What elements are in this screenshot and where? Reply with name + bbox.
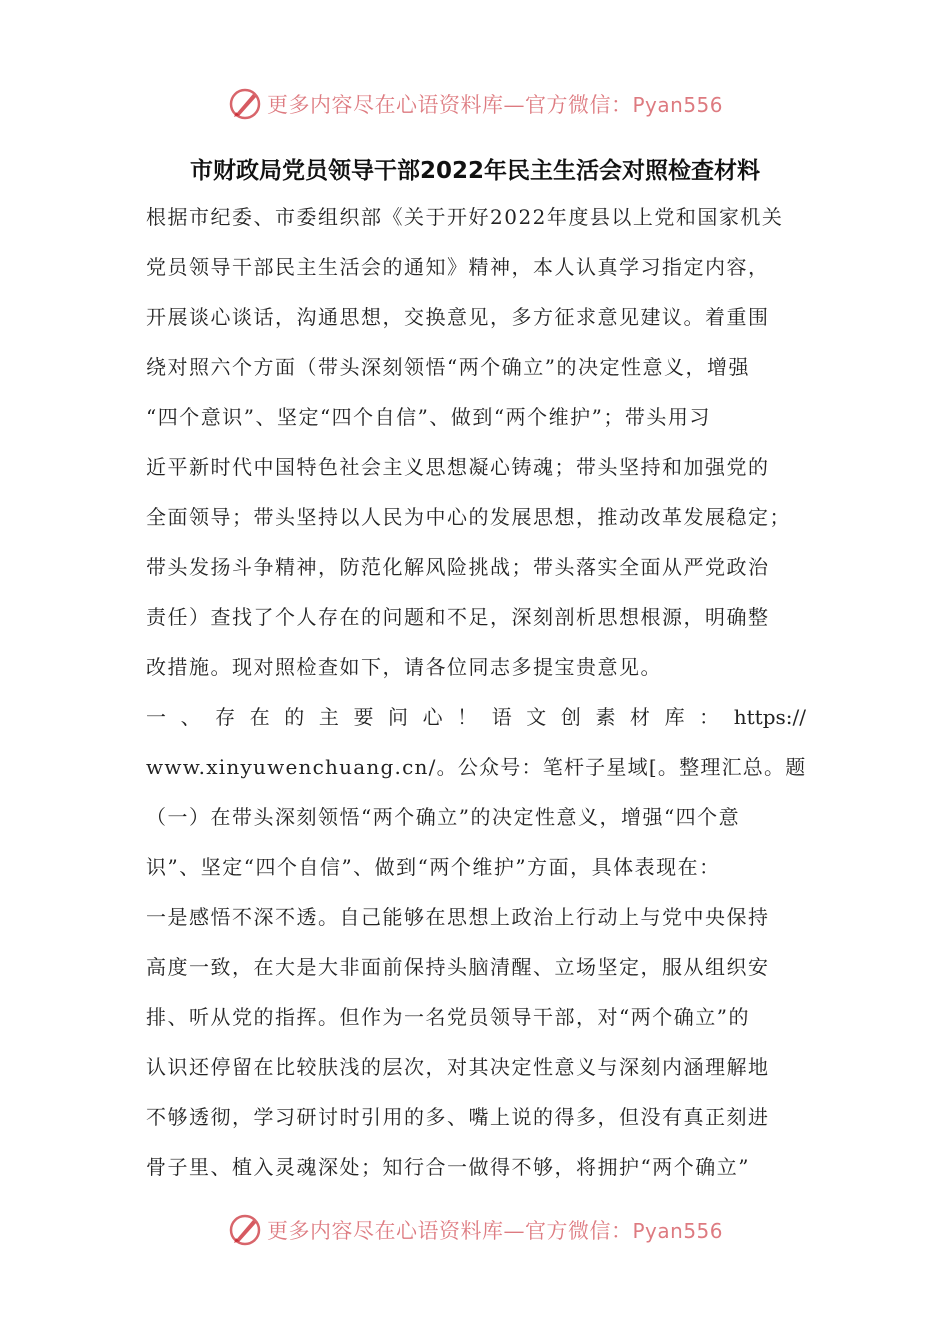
section-heading-line: 一、存在的主要问心！语文创素材库：https:// [146,705,806,729]
quill-logo-icon [227,1212,263,1248]
body-line: 改措施。现对照检查如下，请各位同志多提宝贵意见。 [146,655,662,679]
body-line: “四个意识”、坚定“四个自信”、做到“两个维护”；带头用习 [146,405,711,429]
watermark-banner-bottom [0,1210,950,1250]
watermark-text: 更多内容尽在心语资料库—官方微信：Pyan556 [266,1219,723,1243]
watermark-banner-top [0,84,950,124]
body-line: 不够透彻，学习研讨时引用的多、嘴上说的得多，但没有真正刻进 [146,1105,770,1129]
body-line: 一是感悟不深不透。自己能够在思想上政治上行动上与党中央保持 [146,905,770,929]
body-line: 绕对照六个方面（带头深刻领悟“两个确立”的决定性意义，增强 [146,355,750,379]
body-line: 开展谈心谈话，沟通思想，交换意见，多方征求意见建议。着重围 [146,305,770,329]
body-line: 近平新时代中国特色社会主义思想凝心铸魂；带头坚持和加强党的 [146,455,770,479]
body-line: （一）在带头深刻领悟“两个确立”的决定性意义，增强“四个意 [146,805,741,829]
body-line: 骨子里、植入灵魂深处；知行合一做得不够，将拥护“两个确立” [146,1155,750,1179]
body-line: 党员领导干部民主生活会的通知》精神，本人认真学习指定内容， [146,255,770,279]
body-line: 高度一致，在大是大非面前保持头脑清醒、立场坚定，服从组织安 [146,955,770,979]
watermark-text: 更多内容尽在心语资料库—官方微信：Pyan556 [266,93,723,117]
body-line: 认识还停留在比较肤浅的层次，对其决定性意义与深刻内涵理解地 [146,1055,770,1079]
quill-logo-icon [227,86,263,122]
body-line: www.xinyuwenchuang.cn/。公众号：笔杆子星域[。整理汇总。题 [146,755,807,779]
body-line: 识”、坚定“四个自信”、做到“两个维护”方面，具体表现在： [146,855,721,879]
body-line: 根据市纪委、市委组织部《关于开好2022年度县以上党和国家机关 [146,205,784,229]
body-line: 责任）查找了个人存在的问题和不足，深刻剖析思想根源，明确整 [146,605,770,629]
body-line: 全面领导；带头坚持以人民为中心的发展思想，推动改革发展稳定； [146,505,791,529]
body-line: 带头发扬斗争精神，防范化解风险挑战；带头落实全面从严党政治 [146,555,770,579]
body-line: 排、听从党的指挥。但作为一名党员领导干部，对“两个确立”的 [146,1005,750,1029]
document-title: 市财政局党员领导干部2022年民主生活会对照检查材料 [189,158,760,184]
